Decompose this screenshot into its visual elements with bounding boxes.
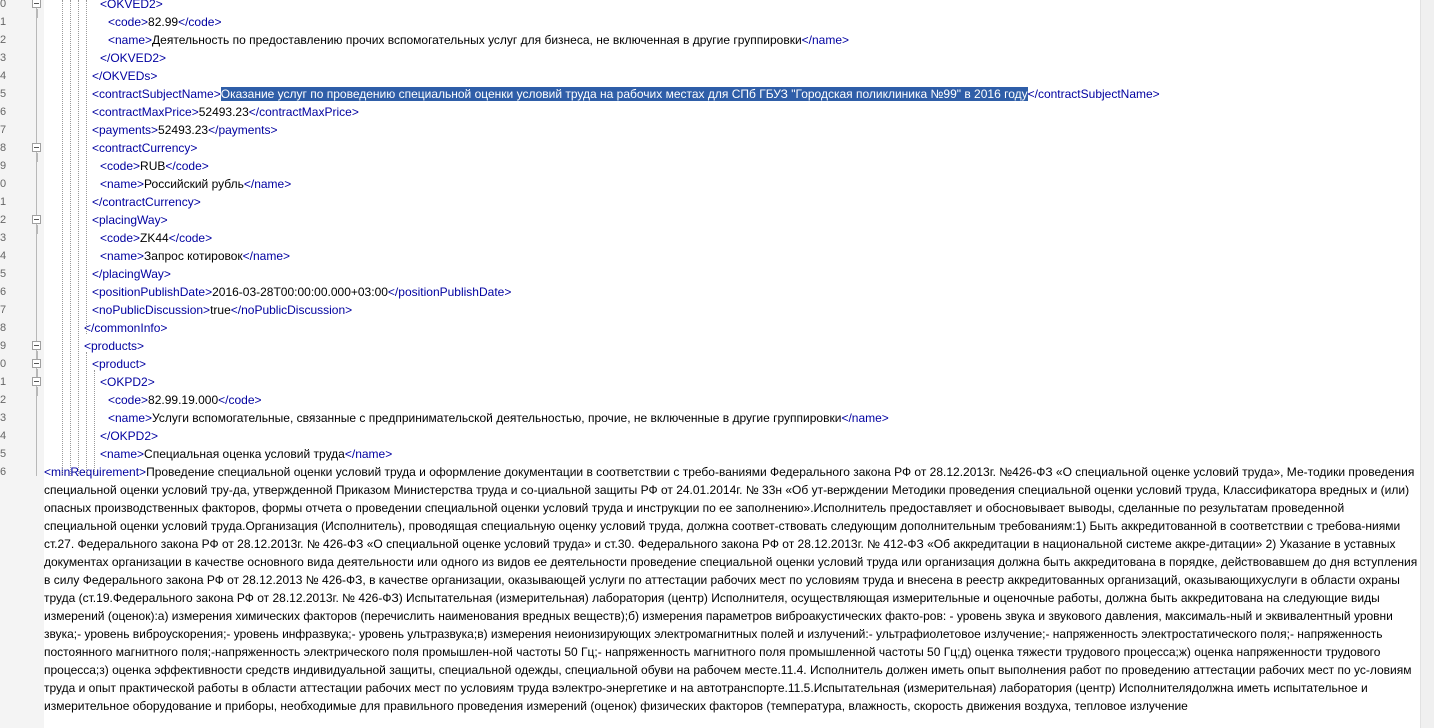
line-number: 0 <box>0 178 7 190</box>
xml-tag: </name> <box>243 177 292 191</box>
xml-tag: <placingWay> <box>92 213 168 227</box>
xml-tag: </commonInfo> <box>84 321 168 335</box>
element-value: 52493.23 <box>158 123 209 137</box>
xml-tag: </placingWay> <box>92 267 171 281</box>
line-number: 4 <box>0 430 7 442</box>
xml-tag: <OKPD2> <box>100 375 155 389</box>
fold-toggle-icon[interactable] <box>32 359 41 368</box>
code-line[interactable] <box>92 85 1160 103</box>
code-line[interactable] <box>100 157 209 175</box>
line-number: 2 <box>0 394 7 406</box>
line-number: 6 <box>0 466 7 478</box>
code-line[interactable] <box>100 247 290 265</box>
code-line[interactable] <box>92 193 201 211</box>
line-number: 8 <box>0 322 7 334</box>
fold-toggle-icon[interactable] <box>32 0 41 8</box>
xml-tag: <contractCurrency> <box>92 141 198 155</box>
xml-tag: <payments> <box>92 123 159 137</box>
code-line[interactable] <box>100 0 163 13</box>
fold-toggle-icon[interactable] <box>32 377 41 386</box>
element-value: 52493.23 <box>198 105 249 119</box>
fold-toggle-icon[interactable] <box>32 341 41 350</box>
xml-tag: <contractMaxPrice> <box>92 105 199 119</box>
xml-tag: </payments> <box>208 123 278 137</box>
xml-tag: </name> <box>801 33 850 47</box>
xml-tag: </OKPD2> <box>100 429 159 443</box>
xml-tag: <contractSubjectName> <box>92 87 221 101</box>
indent-guide <box>70 0 71 476</box>
xml-tag: <product> <box>92 357 147 371</box>
code-line[interactable] <box>100 49 166 67</box>
xml-tag: </name> <box>344 447 393 461</box>
code-line[interactable] <box>100 445 392 463</box>
min-requirement-text: Проведение специальной оценки условий труда и оформление документации в соответствии с требо-ваниями Федерального закона РФ от 28.12.2013г. №426-ФЗ «О специальной оценке условий труда», Ме-тодики проведения специальной оценки условий тру-да, утвержденной Приказом Министерства труда и со-циальной защиты РФ от 24.01.2014г. № 33н «Об ут-верждении Методики проведения специальной оценки условий труда, Классификатора вредных и (или) опасных производственных факторов, формы отчета о проведении специальной оценки условий труда и инструкции по ее заполнению».Исполнитель предоставляет и обосновывает выводы, сделанные по результатам проведенной специальной оценки условий труда.Организация (Исполнитель), проводящая специальную оценку условий труда, должна соответ-ствовать следующим дополнительным требованиям:1) Быть аккредитованной в соответствии с требова-ниями ст.27. Федерального закона РФ от 28.12.2013г. № 426-ФЗ «О специальной оценке условий труда» и ст.30. Федерального закона РФ от 28.12.2013г. № 412-ФЗ «Об аккредитации в национальной системе аккре-дитации» 2) Указание в уставных документах организации в качестве основного вида деятельности или одного из видов ее деятельности проведение специальной оценки условий труда или организация должна быть аккредитована в порядке, действовавшем до дня вступления в силу Федерального закона РФ от 28.12.2013 № 426-ФЗ, в качестве организации, оказывающей услуги по аттестации рабочих мест по условиям труда и внесена в реестр аккредитованных организаций, оказывающихуслуги в области охраны труда (ст.19.Федерального закона РФ от 28.12.2013г. № 426-ФЗ) Испытательная (измерительная) лаборатория (центр) Исполнителя, осуществляющая измерительные и оценочные работы, должна быть аккредитована на следующие виды измерений (оценок):а) измерения химических факторов (перечислить наименования вредных веществ);б) измерения параметров виброакустических факто-ров: - уровень звука и звукового давления, максималь-ный и эквивалентный уровни звука;- уровень виброускорения;- уровень инфразвука;- уровень ультразвука;в) измерения неионизирующих электромагнитных полей и излучений:- ультрафиолетовое излучение;- напряженность электростатического поля;- напряженность постоянного магнитного поля;-напряженность электрического поля промышлен-ной частоты 50 Гц;- напряженность магнитного поля промышленной частоты 50 Гц;д) оценка тяжести трудового процесса;ж) оценка напряженности трудового процесса;з) оценка эффективности средств индивидуальной защиты, специальной одежды, специальной обуви на рабочем месте.11.4. Исполнитель должен иметь опыт выполнения работ по проведению аттестации рабочих мест по ус-ловиям труда и опыт практической работы в области аттестации рабочих мест по условиям труда вэлектро-энергетике и на автотранспорте.11.5.Испытательная (измерительная) лаборатория (центр) Исполнителядолжна иметь испытательное и измерительное оборудование и приборы, необходимые для правильного проведения измерений (оценок) физических факторов (температура, влажность, скорость движения воздуха, тепловое излучение <box>44 465 1418 713</box>
line-number: 3 <box>0 232 7 244</box>
line-number: 2 <box>0 214 7 226</box>
code-line[interactable] <box>100 175 291 193</box>
fold-toggle-icon[interactable] <box>32 215 41 224</box>
line-number: 1 <box>0 16 7 28</box>
line-number: 3 <box>0 412 7 424</box>
line-number: 2 <box>0 34 7 46</box>
indent-guide <box>78 0 79 476</box>
xml-tag: </code> <box>165 159 209 173</box>
code-line[interactable] <box>92 283 511 301</box>
code-line[interactable] <box>100 427 158 445</box>
selected-text: Оказание услуг по проведению специальной оценки условий труда на рабочих местах для СПб ГБУЗ "Городская поликлиника №99" в 2016 году <box>220 87 1028 101</box>
xml-tag: <noPublicDiscussion> <box>92 303 211 317</box>
line-number: 6 <box>0 106 7 118</box>
code-line[interactable] <box>108 391 262 409</box>
xml-tag: </code> <box>178 15 222 29</box>
xml-tag: </positionPublishDate> <box>387 285 512 299</box>
line-number: 8 <box>0 142 7 154</box>
line-number: 9 <box>0 160 7 172</box>
element-value: Деятельность по предоставлению прочих вспомогательных услуг для бизнеса, не включенная в другие группировки <box>152 33 802 47</box>
line-number: 7 <box>0 124 7 136</box>
indent-guide <box>86 0 87 334</box>
fold-toggle-icon[interactable] <box>32 143 41 152</box>
element-value: Запрос котировок <box>144 249 243 263</box>
code-line[interactable] <box>84 337 144 355</box>
fold-guide-line <box>36 0 37 476</box>
xml-tag: <name> <box>100 249 145 263</box>
xml-tag: </contractCurrency> <box>92 195 201 209</box>
code-line[interactable] <box>92 139 197 157</box>
xml-tag: <name> <box>108 33 153 47</box>
line-number: 0 <box>0 358 7 370</box>
code-line[interactable] <box>92 121 277 139</box>
line-number: 1 <box>0 376 7 388</box>
code-line[interactable] <box>108 13 221 31</box>
code-line[interactable] <box>92 355 146 373</box>
line-number: 4 <box>0 250 7 262</box>
line-number: 3 <box>0 52 7 64</box>
xml-tag: </code> <box>218 393 262 407</box>
code-line[interactable] <box>84 319 167 337</box>
line-number: 5 <box>0 268 7 280</box>
code-line[interactable] <box>92 265 171 283</box>
xml-tag: <name> <box>100 447 145 461</box>
line-number-gutter <box>0 0 44 728</box>
line-number: 0 <box>0 0 7 10</box>
xml-tag: <name> <box>100 177 145 191</box>
indent-guide <box>62 0 63 476</box>
xml-tag: </code> <box>168 231 213 245</box>
line-number: 6 <box>0 286 7 298</box>
line-number: 4 <box>0 70 7 82</box>
element-value: 82.99.19.000 <box>148 393 219 407</box>
code-line[interactable] <box>108 409 889 427</box>
vertical-scrollbar[interactable] <box>1420 0 1434 728</box>
line-number: 5 <box>0 88 7 100</box>
xml-tag: <code> <box>108 15 149 29</box>
xml-tag: </name> <box>841 411 889 425</box>
xml-tag: <code> <box>100 159 141 173</box>
code-line[interactable] <box>100 373 155 391</box>
xml-tag: </contractMaxPrice> <box>248 105 359 119</box>
line-number: 9 <box>0 340 7 352</box>
element-value: Услуги вспомогательные, связанные с предпринимательской деятельностью, прочие, не включенные в другие группировки <box>152 411 842 425</box>
code-line[interactable] <box>92 67 157 85</box>
element-value: 2016-03-28T00:00:00.000+03:00 <box>212 285 388 299</box>
xml-tag: </OKVED2> <box>100 51 167 65</box>
line-number: 1 <box>0 196 7 208</box>
xml-tag: <name> <box>108 411 153 425</box>
min-requirement-tag: <minRequirement> <box>44 465 147 479</box>
code-line[interactable] <box>92 211 168 229</box>
min-requirement-paragraph[interactable] <box>44 463 1420 715</box>
xml-tag: </noPublicDiscussion> <box>230 303 353 317</box>
xml-tag: <code> <box>108 393 149 407</box>
xml-tag: <OKVED2> <box>100 0 163 11</box>
code-line[interactable] <box>92 103 359 121</box>
element-value: ZK44 <box>140 231 169 245</box>
xml-tag: <products> <box>84 339 145 353</box>
element-value: Специальная оценка условий труда <box>144 447 345 461</box>
xml-tag: </contractSubjectName> <box>1027 87 1160 101</box>
line-number: 7 <box>0 304 7 316</box>
element-value: Российский рубль <box>144 177 244 191</box>
element-value: 82.99 <box>148 15 179 29</box>
line-number: 5 <box>0 448 7 460</box>
indent-guide <box>94 370 95 476</box>
indent-guide <box>86 352 87 476</box>
xml-tag: <positionPublishDate> <box>92 285 213 299</box>
element-value: true <box>210 303 231 317</box>
xml-tag: </OKVEDs> <box>92 69 158 83</box>
xml-tag: </name> <box>242 249 291 263</box>
code-line[interactable] <box>108 31 849 49</box>
element-value: RUB <box>140 159 166 173</box>
code-line[interactable] <box>92 301 352 319</box>
xml-tag: <code> <box>100 231 141 245</box>
code-line[interactable] <box>100 229 212 247</box>
